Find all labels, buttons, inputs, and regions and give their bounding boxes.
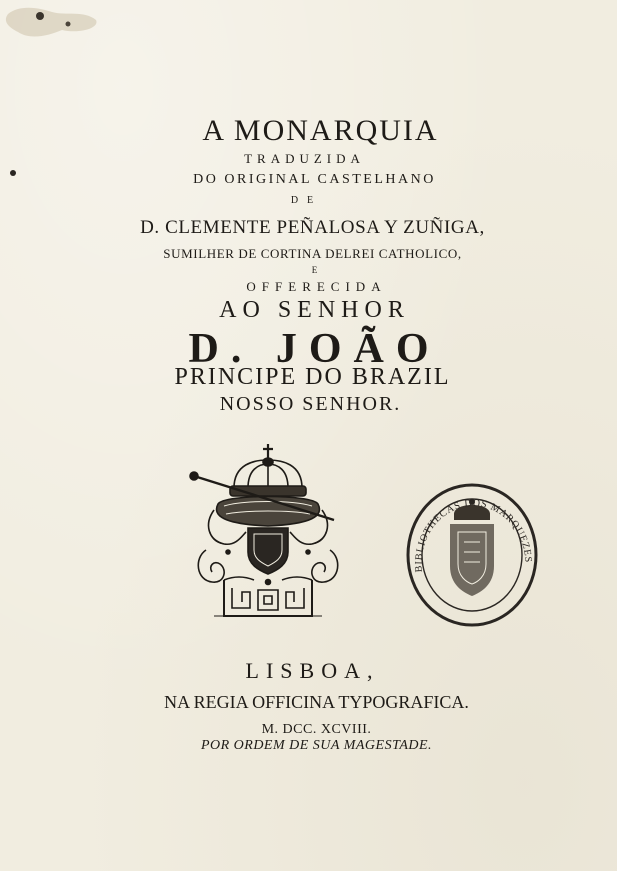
imprint-date: M. DCC. XCVIII. xyxy=(261,722,372,737)
author-name: D. CLEMENTE PEÑALOSA Y ZUÑIGA, xyxy=(140,217,485,238)
nosso-senhor-line: NOSSO SENHOR. xyxy=(219,393,402,415)
paper-stain xyxy=(0,0,110,50)
ao-senhor-line: AO SENHOR xyxy=(219,297,410,323)
book-title: A MONARQUIA xyxy=(202,114,439,147)
dedicatee-name: D. JOÃO xyxy=(188,326,441,372)
conjunction-e: E xyxy=(311,265,318,275)
imprint-printer: NA REGIA OFFICINA TYPOGRAFICA. xyxy=(164,692,469,712)
imprint-authority: POR ORDEM DE SUA MAGESTADE. xyxy=(200,738,433,753)
royal-crown-ornament xyxy=(184,440,352,626)
author-role: SUMILHER DE CORTINA DELREI CATHOLICO, xyxy=(163,246,462,261)
dedicatee-title: PRINCIPE DO BRAZIL xyxy=(174,364,451,390)
library-stamp xyxy=(402,480,542,630)
stamp-legend: BIBLIOTHECAS DOS MARQUEZES xyxy=(413,497,534,573)
offerecida-line: OFFERECIDA xyxy=(246,279,387,294)
subtitle-de: DE xyxy=(290,195,323,206)
subtitle-traduzida: TRADUZIDA xyxy=(244,151,365,166)
imprint-city: LISBOA, xyxy=(245,658,380,683)
subtitle-original: DO ORIGINAL CASTELHANO xyxy=(193,172,436,187)
